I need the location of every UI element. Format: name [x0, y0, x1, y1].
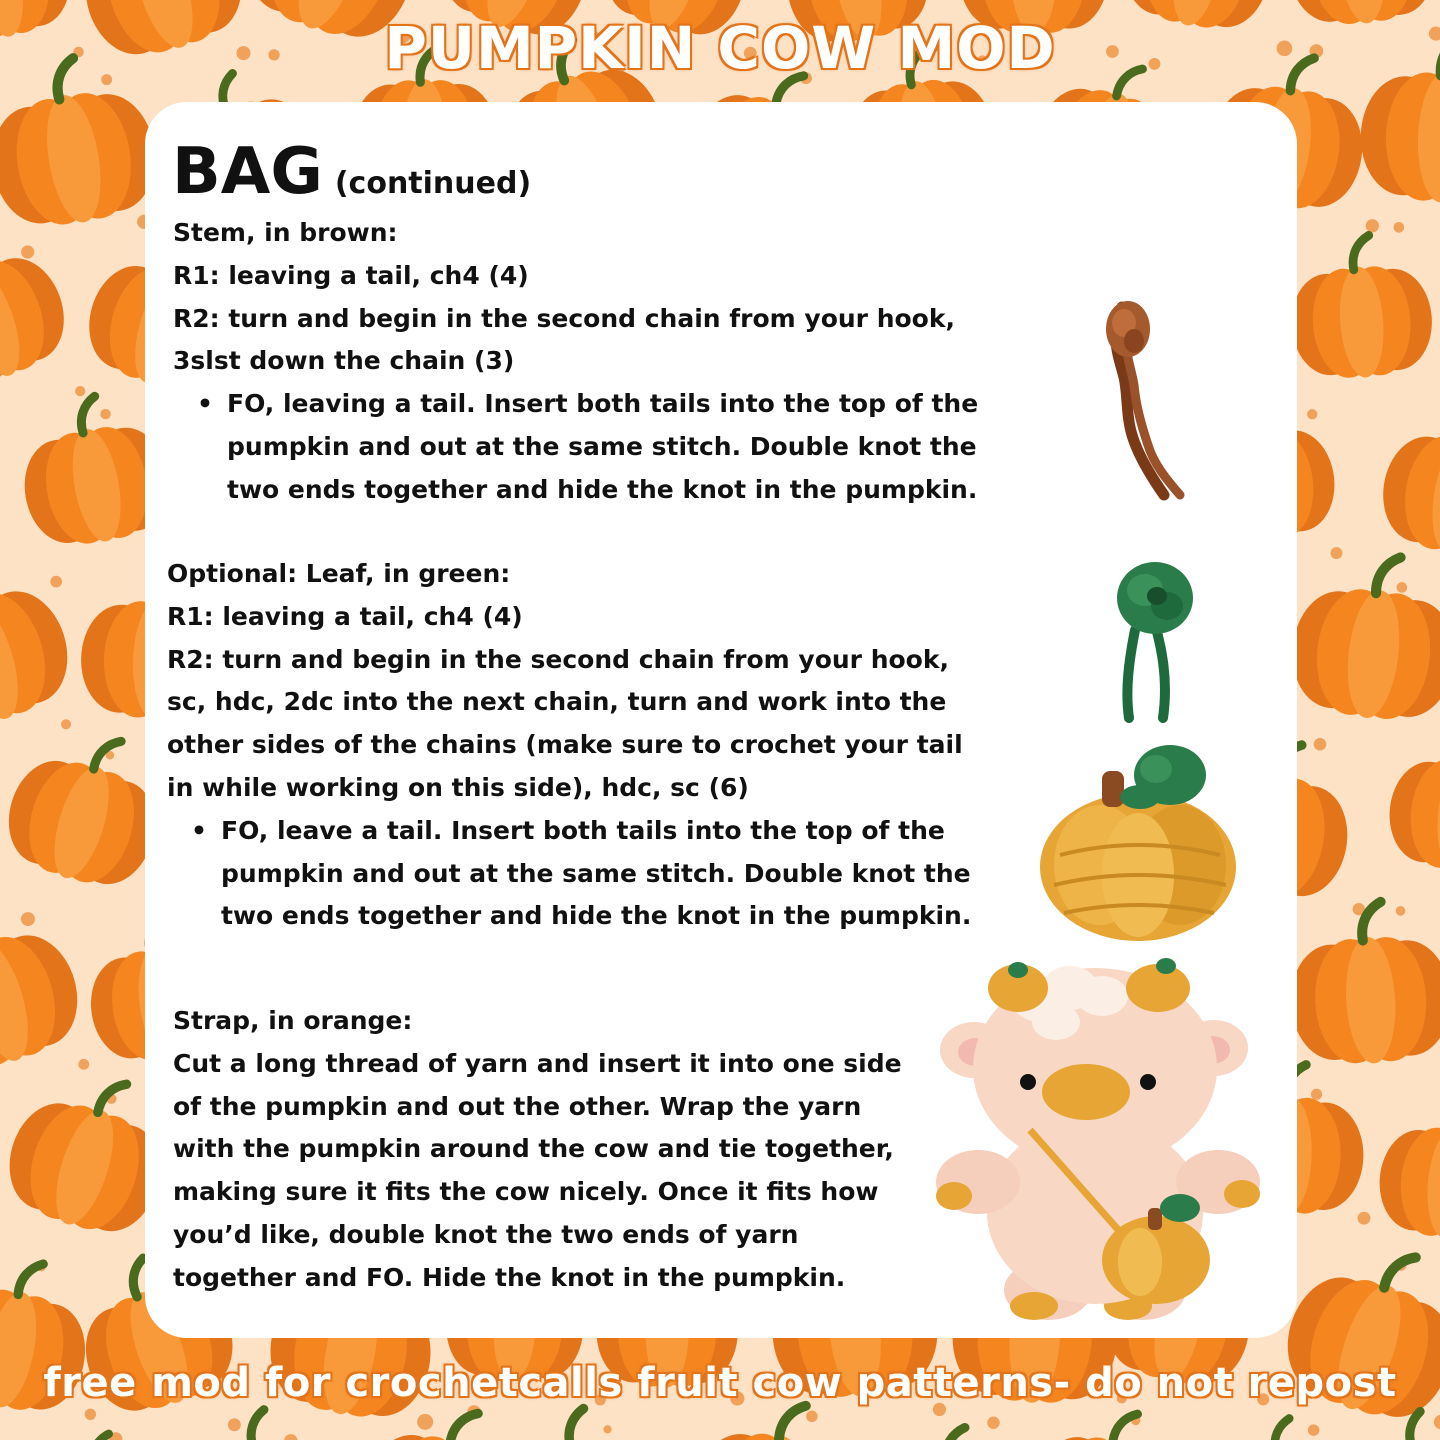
section-title: BAG [172, 135, 323, 209]
stem-line-1: R1: leaving a tail, ch4 (4) [173, 260, 529, 290]
stem-photo [1090, 295, 1200, 505]
decor-dot [806, 1410, 818, 1422]
strap-line-4: making sure it fits the cow nicely. Once it fits how [173, 1177, 879, 1207]
decor-dot [85, 1409, 96, 1420]
decor-dot [1397, 582, 1408, 593]
stem-line-3: 3slst down the chain (3) [173, 346, 515, 376]
decor-dot [1434, 1415, 1440, 1429]
strap-heading: Strap, in orange: [173, 1006, 413, 1035]
section-subtitle: (continued) [334, 166, 532, 201]
pumpkin-icon [1285, 231, 1436, 383]
decor-dot [1358, 1212, 1371, 1225]
decor-dot [1314, 738, 1327, 751]
leaf-bullet [167, 810, 971, 938]
cow-photo [930, 950, 1275, 1325]
decor-dot [1307, 409, 1317, 419]
decor-dot [1396, 906, 1406, 916]
pumpkin-icon [1430, 201, 1440, 386]
strap-line-2: of the pumpkin and out the other. Wrap the yarn [173, 1091, 862, 1121]
leaf-line-1: R1: leaving a tail, ch4 (4) [167, 601, 523, 631]
decor-dot [78, 1059, 89, 1070]
pumpkin-icon [0, 213, 79, 400]
leaf-photo [1105, 550, 1215, 725]
decor-dot [100, 409, 111, 420]
stem-instructions [173, 212, 978, 512]
pumpkin-icon [1374, 394, 1440, 565]
decor-dot [1366, 219, 1379, 232]
leaf-line-2: R2: turn and begin in the second chain from your hook, [167, 644, 949, 674]
decor-dot [603, 1425, 611, 1433]
section-title-row [172, 135, 532, 209]
stem-heading: Stem, in brown: [173, 218, 398, 247]
decor-dot [50, 576, 62, 588]
pumpkin-bag-photo [1030, 735, 1250, 945]
stem-bullet-line-3: two ends together and hide the knot in the pumpkin. [227, 474, 978, 504]
pumpkin-icon [872, 1425, 1024, 1440]
decor-dot [284, 1434, 298, 1440]
strap-instructions [173, 1000, 902, 1300]
footer-note: free mod for crochetcalls fruit cow patterns- do not repost [43, 1360, 1397, 1406]
decor-dot [1331, 547, 1343, 559]
pumpkin-icon [0, 542, 83, 742]
decor-dot [987, 1416, 1000, 1429]
stem-bullet-line-2: pumpkin and out at the same stitch. Double knot the [227, 431, 977, 461]
stem-bullet [173, 383, 978, 511]
leaf-line-4: other sides of the chains (make sure to crochet your tail [167, 730, 963, 760]
pumpkin-icon [26, 1433, 168, 1440]
leaf-line-5: in while working on this side), hdc, sc (6) [167, 772, 749, 802]
pumpkin-icon [0, 888, 91, 1083]
pumpkin-icon [1385, 724, 1440, 877]
decor-dot [61, 719, 71, 729]
pumpkin-icon [1285, 898, 1440, 1068]
stem-line-2: R2: turn and begin in the second chain from your hook, [173, 303, 955, 333]
decor-dot [1308, 1424, 1319, 1435]
decor-dot [21, 245, 34, 258]
leaf-instructions [167, 553, 971, 938]
leaf-heading: Optional: Leaf, in green: [167, 559, 511, 588]
strap-line-1: Cut a long thread of yarn and insert it into one side [173, 1048, 902, 1078]
decor-dot [417, 1414, 433, 1430]
decor-dot [228, 1418, 241, 1431]
decor-dot [75, 386, 85, 396]
leaf-bullet-line-3: two ends together and hide the knot in the pumpkin. [221, 901, 972, 931]
strap-line-5: you’d like, double knot the two ends of yarn [173, 1219, 799, 1249]
page-title: PUMPKIN COW MOD [384, 14, 1056, 82]
pumpkin-icon [1285, 546, 1440, 727]
leaf-line-3: sc, hdc, 2dc into the next chain, turn and work into the [167, 687, 947, 717]
pumpkin-icon [1375, 1092, 1440, 1244]
pumpkin-icon [1208, 1412, 1360, 1440]
strap-line-3: with the pumpkin around the cow and tie together, [173, 1134, 894, 1164]
decor-dot [1311, 1089, 1322, 1100]
strap-line-6: together and FO. Hide the knot in the pumpkin. [173, 1262, 846, 1292]
decor-dot [21, 912, 35, 926]
stem-bullet-line-1: • FO, leaving a tail. Insert both tails into the top of the [227, 389, 979, 419]
decor-dot [1394, 222, 1405, 233]
leaf-bullet-line-1: • FO, leave a tail. Insert both tails into the top of the [221, 815, 945, 845]
leaf-bullet-line-2: pumpkin and out at the same stitch. Double knot the [221, 858, 971, 888]
